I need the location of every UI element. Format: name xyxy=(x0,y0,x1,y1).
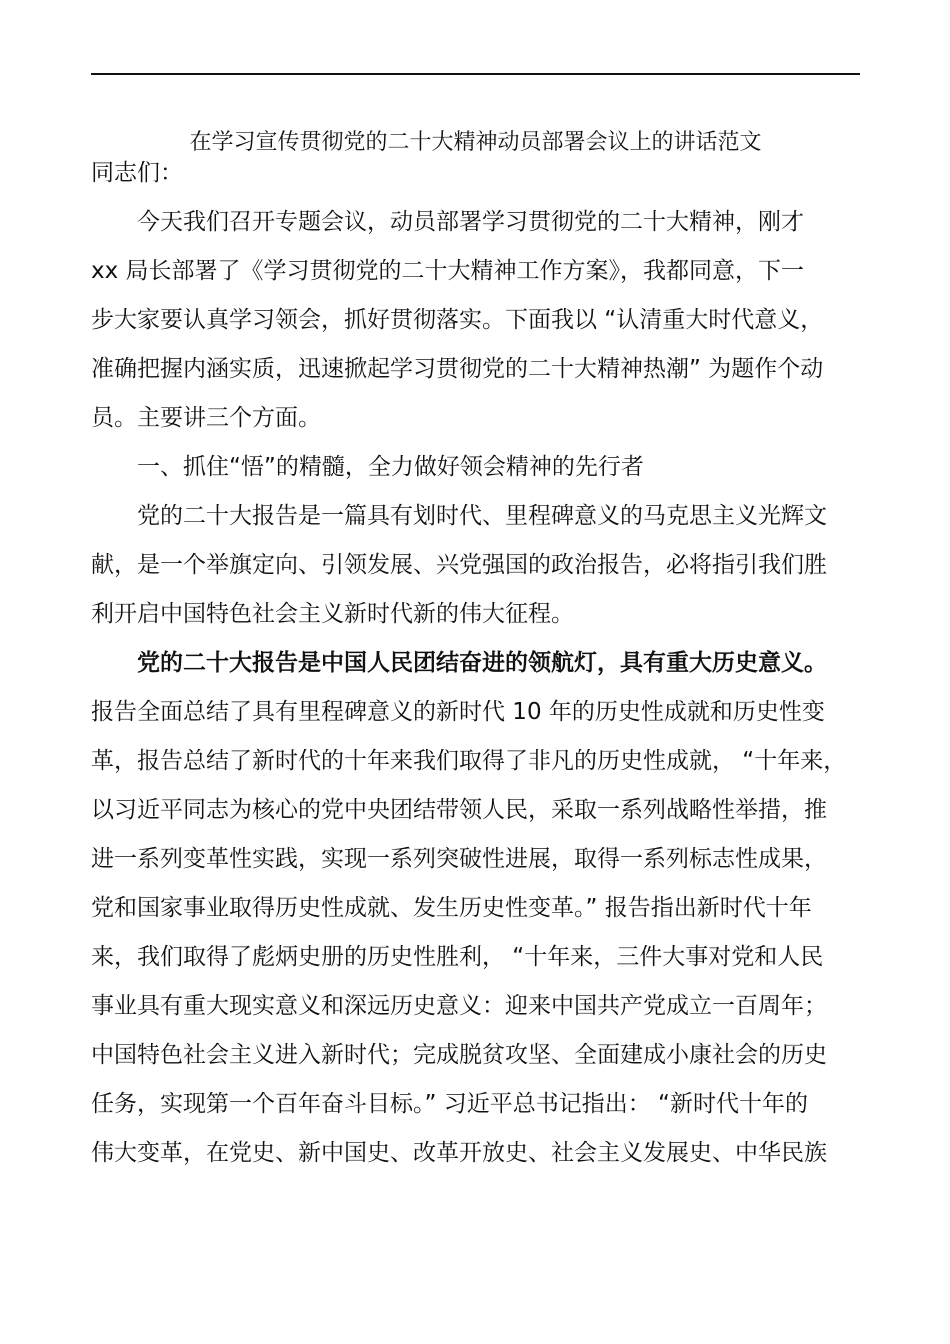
paragraph-line: 员。主要讲三个方面。 xyxy=(91,405,321,431)
paragraph-line: 任务，实现第一个百年奋斗目标。” 习近平总书记指出： “新时代十年的 xyxy=(91,1091,808,1117)
paragraph-line: 伟大变革，在党史、新中国史、改革开放史、社会主义发展史、中华民族 xyxy=(91,1140,827,1166)
paragraph-line: 步大家要认真学习领会，抓好贯彻落实。下面我以 “认清重大时代意义， xyxy=(91,307,824,333)
paragraph-line: 报告全面总结了具有里程碑意义的新时代 10 年的历史性成就和历史性变 xyxy=(91,699,825,725)
paragraph-line: 以习近平同志为核心的党中央团结带领人民，采取一系列战略性举措，推 xyxy=(91,797,827,823)
paragraph-line: 准确把握内涵实质，迅速掀起学习贯彻党的二十大精神热潮” 为题作个动 xyxy=(91,356,824,382)
paragraph-line: 进一系列变革性实践，实现一系列突破性进展，取得一系列标志性成果， xyxy=(91,846,827,872)
section-heading: 一、抓住“悟”的精髓，全力做好领会精神的先行者 xyxy=(137,454,644,480)
paragraph-line: 来，我们取得了彪炳史册的历史性胜利， “十年来，三件大事对党和人民 xyxy=(91,944,824,970)
header-rule xyxy=(91,73,860,75)
paragraph-line: xx 局长部署了《学习贯彻党的二十大精神工作方案》，我都同意，下一 xyxy=(91,258,805,284)
paragraph-line: 革，报告总结了新时代的十年来我们取得了非凡的历史性成就， “十年来， xyxy=(91,748,847,774)
paragraph-line: 事业具有重大现实意义和深远历史意义：迎来中国共产党成立一百周年； xyxy=(91,993,827,1019)
paragraph-line: 党的二十大报告是一篇具有划时代、里程碑意义的马克思主义光辉文 xyxy=(137,503,827,529)
paragraph-line: 今天我们召开专题会议，动员部署学习贯彻党的二十大精神，刚才 xyxy=(137,209,804,235)
paragraph-line: 利开启中国特色社会主义新时代新的伟大征程。 xyxy=(91,601,574,627)
document-title: 在学习宣传贯彻党的二十大精神动员部署会议上的讲话范文 xyxy=(189,130,762,155)
salutation: 同志们： xyxy=(91,160,183,186)
paragraph-line: 献，是一个举旗定向、引领发展、兴党强国的政治报告，必将指引我们胜 xyxy=(91,552,827,578)
paragraph-line: 党和国家事业取得历史性成就、发生历史性变革。” 报告指出新时代十年 xyxy=(91,895,812,921)
paragraph-line: 中国特色社会主义进入新时代；完成脱贫攻坚、全面建成小康社会的历史 xyxy=(91,1042,827,1068)
bold-lead-sentence: 党的二十大报告是中国人民团结奋进的领航灯，具有重大历史意义。 xyxy=(137,650,827,676)
